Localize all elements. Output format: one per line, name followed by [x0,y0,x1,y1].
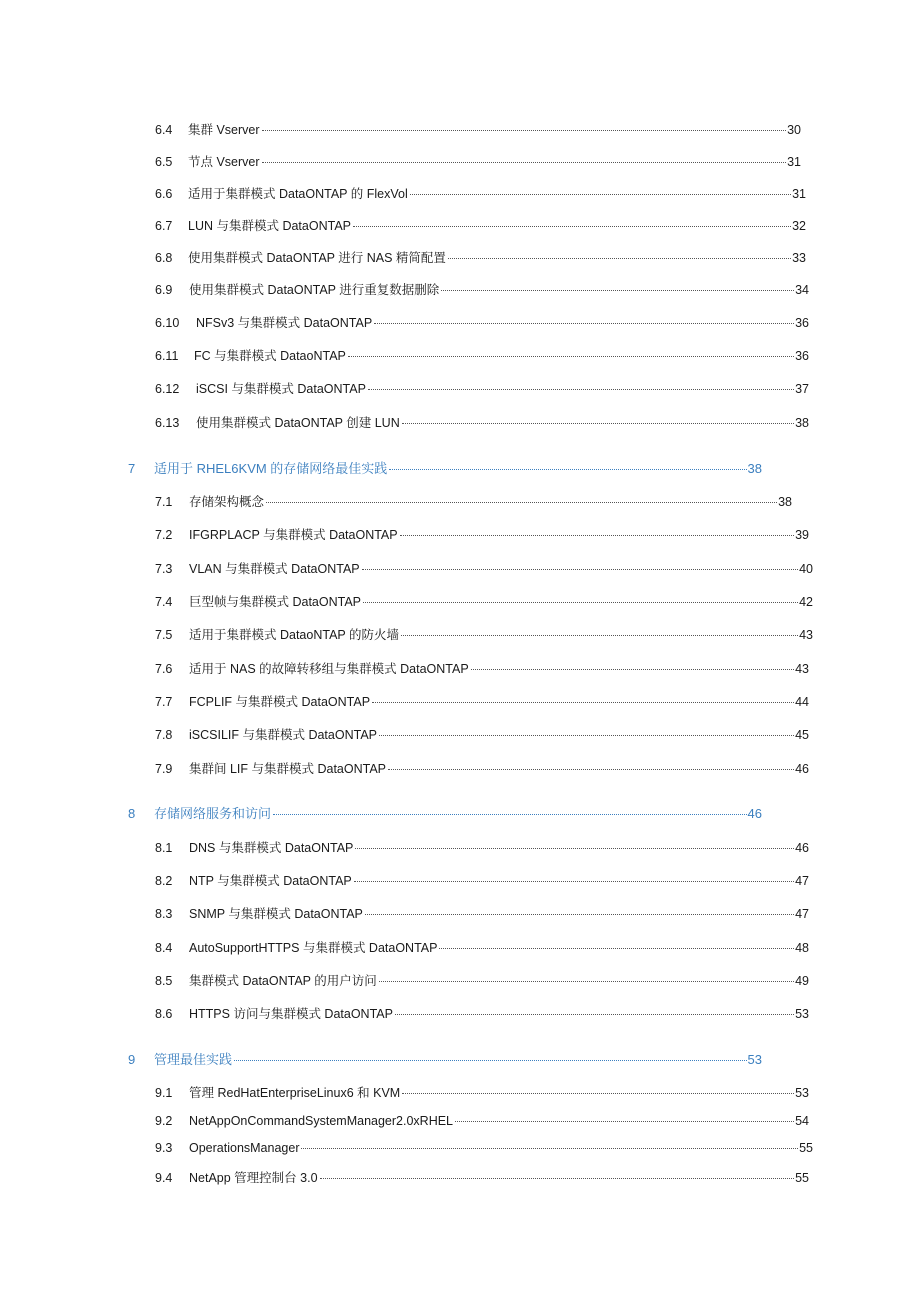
toc-dot-leader [448,246,791,262]
toc-dot-leader [441,278,794,294]
toc-entry-number: 6.10 [155,316,180,330]
toc-section-entry[interactable] [155,623,813,642]
toc-entry-number: 6.4 [155,123,173,137]
toc-entry-title: 存储网络服务和访问 [154,806,272,821]
toc-entry-number: 9 [128,1052,136,1067]
toc-entry-page-number: 53 [795,1007,809,1021]
toc-entry-title: 管理 RedHatEnterpriseLinux6 和 KVM [189,1086,401,1100]
toc-entry-page-number: 54 [795,1114,809,1128]
toc-section-entry[interactable] [155,311,809,330]
toc-section-entry[interactable] [155,377,809,396]
toc-entry-page-number: 53 [747,1052,762,1067]
toc-entry-title: 节点 Vserver [188,155,260,169]
toc-dot-leader [262,118,787,134]
toc-entry-number: 8.6 [155,1007,173,1021]
toc-entry-page-number: 31 [792,187,806,201]
toc-section-entry[interactable] [155,150,801,169]
toc-entry-title: 管理最佳实践 [154,1052,233,1067]
toc-entry-page-number: 42 [799,595,813,609]
toc-entry-title: 使用集群模式 DataONTAP 进行重复数据删除 [189,283,440,297]
toc-section-entry[interactable] [155,490,792,509]
toc-entry-page-number: 55 [795,1171,809,1185]
toc-entry-title: AutoSupportHTTPS 与集群模式 DataONTAP [189,941,438,955]
toc-entry-number: 7.7 [155,695,173,709]
toc-dot-leader [234,1048,747,1064]
toc-dot-leader [354,869,794,885]
toc-entry-number: 9.4 [155,1171,173,1185]
toc-entry-number: 9.2 [155,1114,173,1128]
toc-entry-page-number: 36 [795,349,809,363]
toc-dot-leader [379,969,794,985]
toc-entry-number: 9.1 [155,1086,173,1100]
toc-dot-leader [439,936,794,952]
toc-entry-page-number: 43 [795,662,809,676]
toc-section-entry[interactable] [155,690,809,709]
toc-dot-leader [400,523,794,539]
toc-entry-number: 8.5 [155,974,173,988]
toc-dot-leader [266,490,777,506]
toc-entry-title: OperationsManager [189,1141,300,1155]
toc-entry-title: 适用于 NAS 的故障转移组与集群模式 DataONTAP [189,662,469,676]
toc-entry-number: 6.9 [155,283,173,297]
toc-dot-leader [365,902,794,918]
toc-entry-title: DNS 与集群模式 DataONTAP [189,841,354,855]
toc-dot-leader [301,1136,798,1152]
toc-entry-page-number: 46 [795,762,809,776]
toc-entry-number: 6.6 [155,187,173,201]
toc-entry-title: NFSv3 与集群模式 DataONTAP [196,316,373,330]
toc-dot-leader [374,311,794,327]
toc-entry-page-number: 40 [799,562,813,576]
toc-entry-page-number: 47 [795,907,809,921]
toc-section-entry[interactable] [155,246,806,265]
toc-entry-page-number: 36 [795,316,809,330]
toc-entry-page-number: 33 [792,251,806,265]
toc-dot-leader [372,690,794,706]
toc-section-entry[interactable] [155,1002,809,1021]
toc-entry-number: 6.12 [155,382,180,396]
toc-entry-title: iSCSILIF 与集群模式 DataONTAP [189,728,377,742]
toc-entry-page-number: 30 [787,123,801,137]
toc-entry-number: 7.9 [155,762,173,776]
toc-entry-title: FC 与集群模式 DataoNTAP [194,349,346,363]
toc-entry-page-number: 44 [795,695,809,709]
toc-section-entry[interactable] [155,869,809,888]
toc-section-entry[interactable] [155,757,809,776]
toc-dot-leader [471,657,794,673]
toc-entry-title: NetApp 管理控制台 3.0 [189,1171,318,1185]
toc-section-entry[interactable] [155,344,809,363]
toc-entry-number: 9.3 [155,1141,173,1155]
toc-entry-number: 8 [128,806,136,821]
toc-entry-number: 6.7 [155,219,173,233]
toc-dot-leader [402,1081,794,1097]
toc-dot-leader [363,590,798,606]
toc-entry-title: 使用集群模式 DataONTAP 创建 LUN [196,416,400,430]
toc-entry-title: NetAppOnCommandSystemManager2.0xRHEL [189,1114,454,1128]
toc-entry-title: SNMP 与集群模式 DataONTAP [189,907,363,921]
toc-section-entry[interactable] [155,590,813,609]
toc-entry-number: 6.8 [155,251,173,265]
toc-entry-title: VLAN 与集群模式 DataONTAP [189,562,360,576]
toc-section-entry[interactable] [155,214,806,233]
toc-section-entry[interactable] [155,723,809,742]
toc-chapter-entry[interactable] [128,457,762,476]
toc-section-entry[interactable] [155,1081,809,1100]
toc-entry-number: 6.5 [155,155,173,169]
toc-entry-page-number: 46 [795,841,809,855]
toc-dot-leader [320,1166,795,1182]
toc-dot-leader [355,836,794,852]
toc-entry-page-number: 53 [795,1086,809,1100]
toc-entry-page-number: 38 [795,416,809,430]
toc-dot-leader [388,757,794,773]
toc-entry-page-number: 43 [799,628,813,642]
toc-entry-title: IFGRPLACP 与集群模式 DataONTAP [189,528,398,542]
toc-section-entry[interactable] [155,278,809,297]
toc-dot-leader [273,802,747,818]
toc-entry-number: 7.1 [155,495,173,509]
toc-entry-page-number: 45 [795,728,809,742]
toc-section-entry[interactable] [155,902,809,921]
toc-dot-leader [353,214,791,230]
toc-entry-number: 8.4 [155,941,173,955]
toc-entry-page-number: 46 [747,806,762,821]
toc-entry-number: 8.2 [155,874,173,888]
toc-entry-number: 7.8 [155,728,173,742]
toc-section-entry[interactable] [155,557,813,576]
toc-entry-number: 7 [128,461,136,476]
toc-entry-page-number: 47 [795,874,809,888]
toc-entry-page-number: 32 [792,219,806,233]
toc-entry-page-number: 38 [747,461,762,476]
toc-entry-title: NTP 与集群模式 DataONTAP [189,874,352,888]
toc-entry-number: 7.6 [155,662,173,676]
toc-section-entry[interactable] [155,657,809,676]
toc-section-entry[interactable] [155,523,809,542]
toc-entry-number: 7.4 [155,595,173,609]
toc-section-entry[interactable] [155,1109,809,1128]
toc-entry-title: 适用于集群模式 DataoNTAP 的防火墙 [189,628,399,642]
toc-entry-number: 7.5 [155,628,173,642]
toc-section-entry[interactable] [155,1166,809,1185]
toc-dot-leader [455,1109,794,1125]
toc-entry-title: FCPLIF 与集群模式 DataONTAP [189,695,371,709]
toc-entry-title: 存储架构概念 [189,495,265,509]
toc-entry-title: 适用于 RHEL6KVM 的存储网络最佳实践 [154,461,388,476]
toc-section-entry[interactable] [155,182,806,201]
toc-entry-page-number: 31 [787,155,801,169]
toc-section-entry[interactable] [155,118,801,137]
toc-dot-leader [379,723,794,739]
toc-dot-leader [389,457,746,473]
toc-dot-leader [401,623,798,639]
toc-entry-title: HTTPS 访问与集群模式 DataONTAP [189,1007,393,1021]
toc-dot-leader [348,344,794,360]
toc-section-entry[interactable] [155,1136,813,1155]
toc-entry-title: 适用于集群模式 DataONTAP 的 FlexVol [188,187,408,201]
toc-entry-number: 6.11 [155,349,179,363]
toc-dot-leader [410,182,791,198]
toc-dot-leader [262,150,787,166]
toc-section-entry[interactable] [155,411,809,430]
toc-entry-page-number: 49 [795,974,809,988]
toc-entry-number: 7.2 [155,528,173,542]
toc-entry-title: 集群 Vserver [188,123,260,137]
toc-entry-title: 使用集群模式 DataONTAP 进行 NAS 精简配置 [188,251,446,265]
toc-entry-number: 6.13 [155,416,180,430]
toc-entry-title: 集群模式 DataONTAP 的用户访问 [189,974,377,988]
toc-entry-page-number: 55 [799,1141,813,1155]
toc-entry-page-number: 37 [795,382,809,396]
toc-dot-leader [395,1002,794,1018]
toc-entry-page-number: 38 [778,495,792,509]
toc-entry-title: LUN 与集群模式 DataONTAP [188,219,351,233]
toc-entry-title: 集群间 LIF 与集群模式 DataONTAP [189,762,387,776]
toc-entry-page-number: 39 [795,528,809,542]
toc-section-entry[interactable] [155,836,809,855]
toc-entry-number: 8.1 [155,841,173,855]
toc-dot-leader [402,411,794,427]
toc-section-entry[interactable] [155,969,809,988]
toc-entry-number: 7.3 [155,562,173,576]
toc-entry-page-number: 34 [795,283,809,297]
toc-entry-number: 8.3 [155,907,173,921]
toc-section-entry[interactable] [155,936,809,955]
toc-dot-leader [362,557,798,573]
toc-entry-page-number: 48 [795,941,809,955]
toc-dot-leader [368,377,794,393]
toc-entry-title: iSCSI 与集群模式 DataONTAP [196,382,366,396]
toc-chapter-entry[interactable] [128,802,762,821]
toc-entry-title: 巨型帧与集群模式 DataONTAP [189,595,362,609]
toc-chapter-entry[interactable] [128,1048,762,1067]
